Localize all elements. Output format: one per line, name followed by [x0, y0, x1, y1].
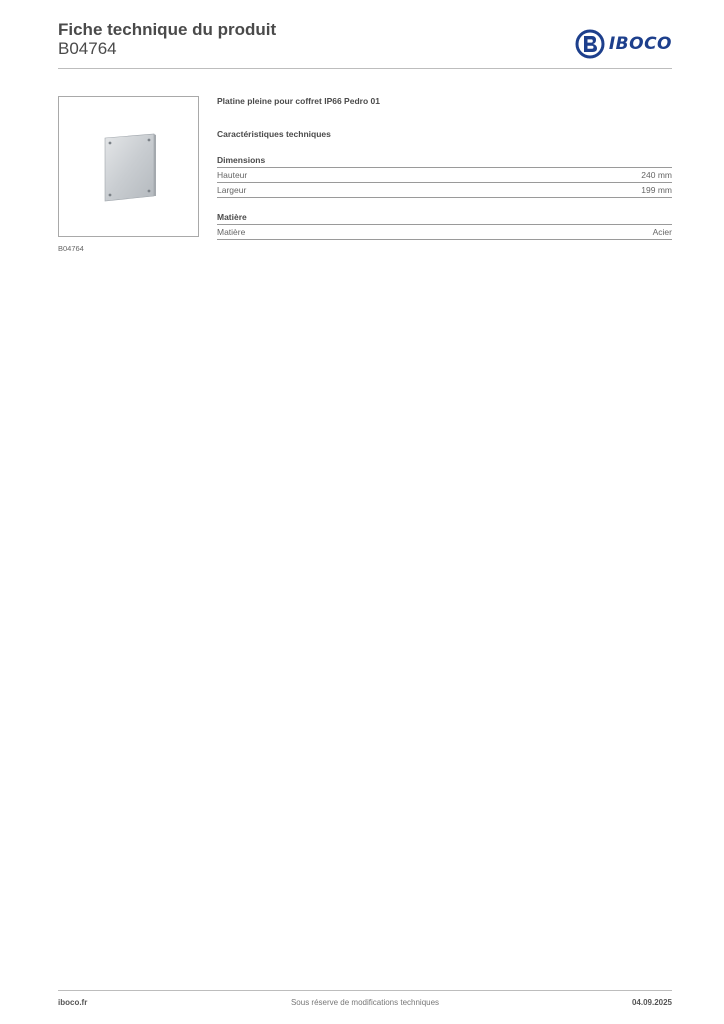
- spec-value: 199 mm: [641, 185, 672, 195]
- page-header: [58, 20, 672, 70]
- spec-label: Matière: [217, 227, 246, 237]
- product-details: [217, 96, 672, 253]
- header-divider: [58, 68, 672, 69]
- footer-website-link[interactable]: iboco.fr: [58, 998, 88, 1007]
- spec-row-material: [217, 225, 672, 240]
- spec-label: Hauteur: [217, 170, 248, 180]
- spec-group-material: [217, 211, 672, 240]
- group-title: Matière: [217, 211, 672, 225]
- page-title: Fiche technique du produit: [58, 20, 277, 39]
- mounting-plate-illustration: [59, 97, 198, 236]
- spec-label: Largeur: [217, 185, 247, 195]
- spec-value: 240 mm: [641, 170, 672, 180]
- spec-group-dimensions: [217, 154, 672, 198]
- footer-date: 04.09.2025: [631, 998, 672, 1007]
- iboco-logo: [575, 28, 672, 60]
- logo-text: IBOCO: [608, 34, 672, 54]
- product-name: Platine pleine pour coffret IP66 Pedro 01: [217, 96, 380, 106]
- spec-row-width: [217, 183, 672, 198]
- footer-divider: [58, 990, 672, 991]
- image-caption: B04764: [58, 244, 84, 253]
- footer-disclaimer: Sous réserve de modifications techniques: [290, 998, 440, 1007]
- spec-value: Acier: [652, 227, 672, 237]
- spec-row-height: [217, 168, 672, 183]
- group-title: Dimensions: [217, 154, 672, 168]
- iboco-logo-icon: [575, 29, 605, 59]
- product-image: [58, 96, 199, 237]
- tech-heading: Caractéristiques techniques: [217, 129, 331, 139]
- product-code: B04764: [58, 39, 117, 58]
